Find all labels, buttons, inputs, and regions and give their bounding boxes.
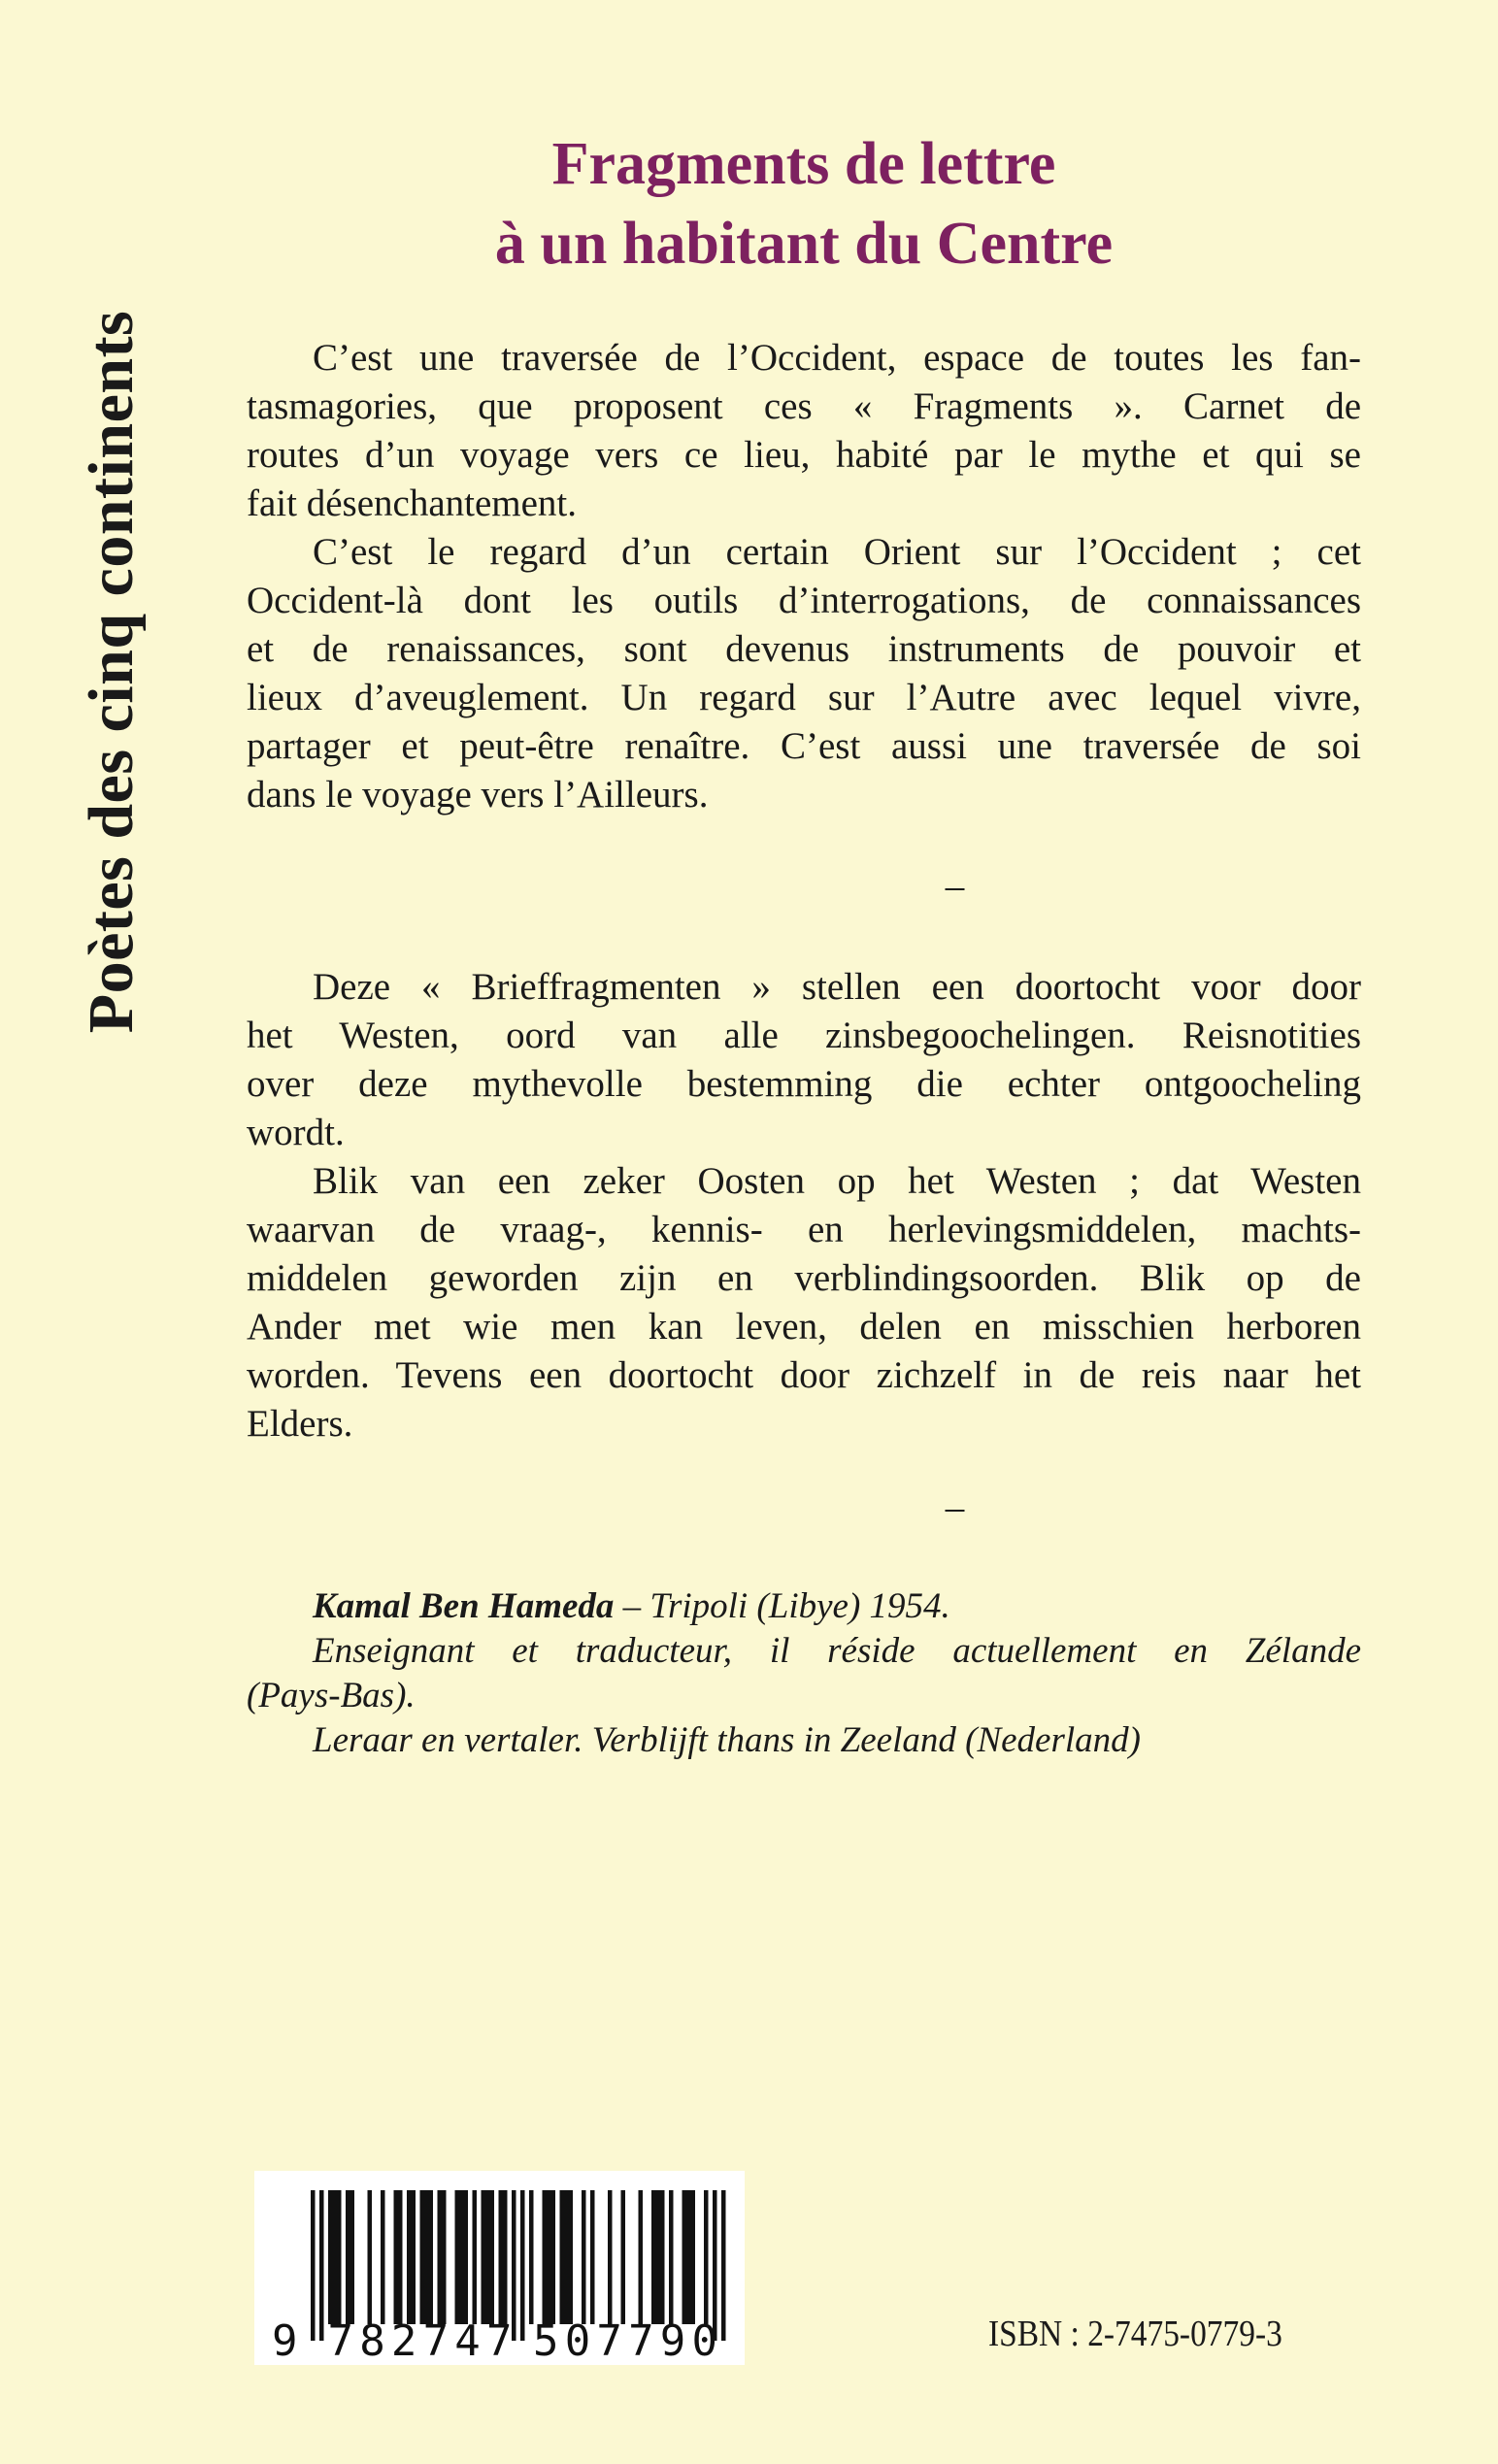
- title-line-2: à un habitant du Centre: [494, 211, 1114, 277]
- barcode-bar: [669, 2190, 674, 2324]
- barcode-bar: [442, 2190, 447, 2324]
- book-title: [247, 124, 1361, 283]
- barcode-bar: [490, 2190, 495, 2324]
- barcode-bar: [547, 2190, 551, 2324]
- barcode-bar: [590, 2190, 595, 2324]
- barcode-bar: [438, 2190, 443, 2324]
- barcode-bar: [651, 2190, 656, 2324]
- french-blurb: [247, 334, 1361, 819]
- barcode-bar: [407, 2190, 412, 2324]
- barcode-digits: 9: [272, 2316, 298, 2365]
- isbn-barcode: [254, 2171, 745, 2365]
- barcode-bar: [473, 2190, 478, 2324]
- barcode-bar: [512, 2190, 516, 2341]
- barcode-bar: [333, 2190, 338, 2324]
- text-line: routes d’un voyage vers ce lieu, habité par le mythe et qui se: [247, 434, 1361, 476]
- barcode-bar: [582, 2190, 586, 2324]
- barcode-bar: [311, 2190, 316, 2341]
- author-origin: – Tripoli (Libye) 1954.: [614, 1586, 950, 1626]
- text-line: worden. Tevens een doortocht door zichzelf in de reis naar het: [247, 1354, 1361, 1396]
- series-title-spine: Poètes des cinq continents: [76, 310, 147, 1034]
- barcode-digits: 507790: [533, 2316, 717, 2365]
- barcode-bar: [420, 2190, 425, 2324]
- text-line: dans le voyage vers l’Ailleurs.: [247, 774, 709, 816]
- text-line: het Westen, oord van alle zinsbegoochelingen. Reisnotities: [247, 1015, 1361, 1056]
- dutch-blurb: [247, 963, 1361, 1448]
- barcode-bar: [464, 2190, 469, 2324]
- barcode-bar: [704, 2190, 709, 2324]
- text-line: Occident-là dont les outils d’interrogations, de connaissances: [247, 580, 1361, 621]
- barcode-bar: [485, 2190, 490, 2324]
- text-line: wordt.: [247, 1112, 345, 1153]
- text-line: C’est une traversée de l’Occident, espace de toutes les fan-: [313, 337, 1361, 379]
- barcode-bar: [621, 2190, 626, 2324]
- barcode-bar: [368, 2190, 373, 2324]
- barcode-bar: [412, 2190, 416, 2324]
- barcode-bar: [660, 2190, 665, 2324]
- text-line: C’est le regard d’un certain Orient sur l’Occident ; cet: [313, 531, 1361, 573]
- text-line: over deze mythevolle bestemming die echter ontgoocheling: [247, 1063, 1361, 1105]
- barcode-bar: [350, 2190, 355, 2324]
- text-line: partager et peut-être renaître. C’est aussi une traversée de soi: [247, 725, 1361, 767]
- bio-nl-line: Leraar en vertaler. Verblijft thans in Zeeland (Nederland): [313, 1720, 1141, 1760]
- barcode-bar: [551, 2190, 556, 2324]
- text-line: lieux d’aveuglement. Un regard sur l’Autre avec lequel vivre,: [247, 677, 1361, 718]
- barcode-bar: [394, 2190, 399, 2324]
- barcode-bar: [482, 2190, 486, 2324]
- barcode-bar: [459, 2190, 464, 2324]
- barcode-bar: [429, 2190, 434, 2324]
- barcode-bar: [503, 2190, 508, 2324]
- barcode-bar: [499, 2190, 504, 2324]
- text-line: middelen geworden zijn en verblindingsoorden. Blik op de: [247, 1257, 1361, 1299]
- text-line: Elders.: [247, 1403, 353, 1445]
- barcode-bar: [543, 2190, 548, 2324]
- text-line: et de renaissances, sont devenus instruments de pouvoir et: [247, 628, 1361, 670]
- barcode-bars: [254, 2171, 745, 2365]
- barcode-bar: [398, 2190, 403, 2324]
- text-line: Ander met wie men kan leven, delen en misschien herboren: [247, 1306, 1361, 1348]
- isbn-number: ISBN : 2-7475-0779-3: [988, 2314, 1282, 2354]
- barcode-bar: [424, 2190, 429, 2324]
- barcode-bar: [656, 2190, 661, 2324]
- text-line: fait désenchantement.: [247, 483, 578, 524]
- title-line-1: Fragments de lettre: [551, 131, 1056, 197]
- barcode-bar: [608, 2190, 613, 2324]
- author-name: Kamal Ben Hameda: [313, 1586, 615, 1626]
- barcode-bar: [381, 2190, 385, 2324]
- barcode-bar: [686, 2190, 691, 2324]
- bio-fr-line: (Pays-Bas).: [247, 1676, 416, 1715]
- text-line: Deze « Brieffragmenten » stellen een doortocht voor door: [313, 966, 1361, 1008]
- barcode-bar: [346, 2190, 350, 2324]
- text-line: tasmagories, que proposent ces « Fragments ». Carnet de: [247, 385, 1361, 427]
- barcode-bar: [569, 2190, 574, 2324]
- text-line: waarvan de vraag-, kennis- en herlevingsmiddelen, machts-: [247, 1209, 1361, 1250]
- separator-dash: –: [945, 1486, 965, 1528]
- separator-dash: –: [945, 865, 965, 907]
- barcode-bar: [337, 2190, 342, 2324]
- barcode-bar: [328, 2190, 333, 2324]
- barcode-bar: [455, 2190, 460, 2324]
- author-line: [247, 1584, 1361, 1629]
- barcode-bar: [721, 2190, 726, 2341]
- barcode-bar: [564, 2190, 569, 2324]
- author-bio: [247, 1584, 1361, 1763]
- text-line: Blik van een zeker Oosten op het Westen ; dat Westen: [313, 1160, 1361, 1202]
- barcode-bar: [682, 2190, 687, 2324]
- barcode-bar: [520, 2190, 525, 2341]
- barcode-bar: [319, 2190, 324, 2341]
- barcode-bar: [529, 2190, 534, 2324]
- bio-fr-line: Enseignant et traducteur, il réside actuellement en Zélande: [313, 1631, 1361, 1671]
- barcode-bar: [639, 2190, 644, 2324]
- barcode-bar: [560, 2190, 565, 2324]
- barcode-digits: 782747: [327, 2316, 513, 2365]
- barcode-bar: [691, 2190, 696, 2324]
